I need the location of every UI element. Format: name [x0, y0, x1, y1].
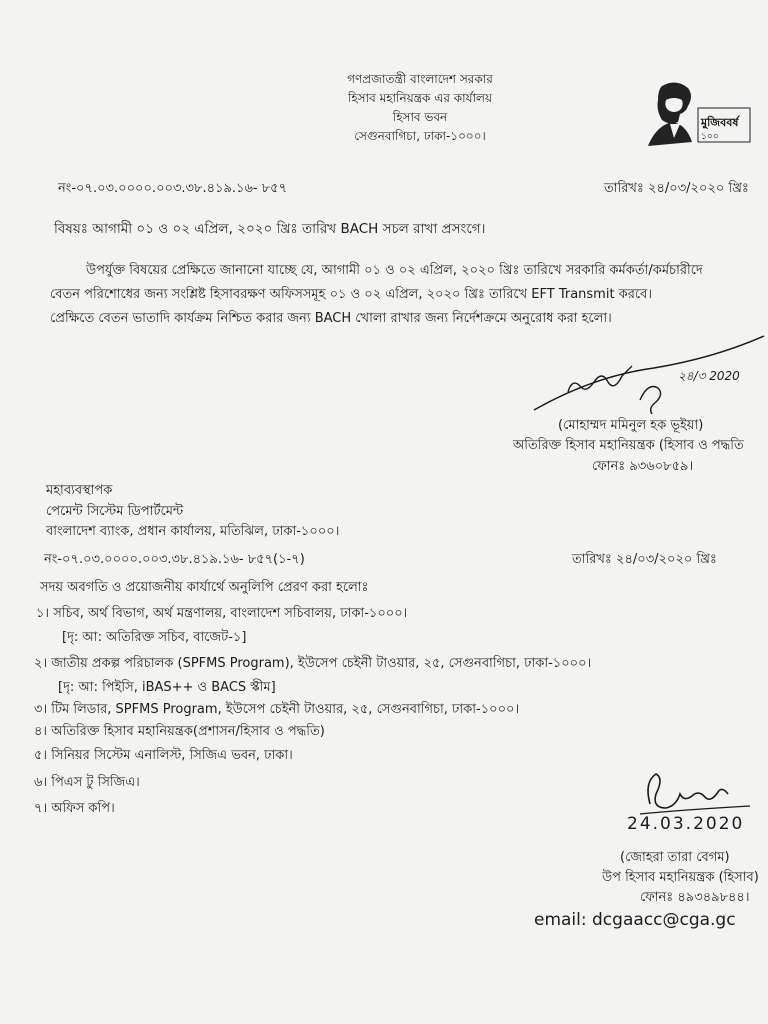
recipient-line-1: মহাব্যবস্থাপক	[46, 483, 113, 498]
copy-item-7: ৭। অফিস কপি।	[34, 801, 115, 816]
mujib-borsho-logo	[640, 78, 760, 150]
signature-1	[520, 328, 768, 428]
signatory-1-title: অতিরিক্ত হিসাব মহানিয়ন্ত্রক (হিসাব ও পদ্ধতি	[513, 438, 744, 453]
copy-item-4: ৪। অতিরিক্ত হিসাব মহানিয়ন্ত্রক(প্রশাসন/হিসাব ও পদ্ধতি)	[34, 724, 325, 739]
signatory-2-title: উপ হিসাব মহানিয়ন্ত্রক (হিসাব)	[602, 870, 759, 885]
signatory-2-email: email: dcgaacc@cga.gc	[534, 910, 736, 930]
copy-reference-number: নং-০৭.০৩.০০০০.০০৩.৩৮.৪১৯.১৬- ৮৫৭(১-৭)	[44, 552, 305, 567]
signatory-1-phone: ফোনঃ ৯৩৬০৮৫৯।	[592, 459, 694, 474]
reference-date: তারিখঃ ২৪/০৩/২০২০ খ্রিঃ	[604, 181, 749, 196]
reference-number: নং-০৭.০৩.০০০০.০০৩.৩৮.৪১৯.১৬- ৮৫৭	[58, 181, 288, 196]
copy-item-6: ৬। পিএস টু সিজিএ।	[34, 775, 140, 790]
copy-item-5: ৫। সিনিয়র সিস্টেম এনালিস্ট, সিজিএ ভবন, ঢাকা।	[34, 748, 293, 763]
copy-intro: সদয় অবগতি ও প্রয়োজনীয় কার্যার্থে অনুলিপি প্রেরণ করা হলোঃ	[40, 580, 369, 595]
copy-item-2-note: [দৃ: আ: পিইসি, iBAS++ ও BACS স্কীম]	[58, 680, 276, 695]
recipient-line-2: পেমেন্ট সিস্টেম ডিপার্টমেন্ট	[46, 504, 184, 519]
copy-item-1: ১। সচিব, অর্থ বিভাগ, অর্থ মন্ত্রণালয়, বাংলাদেশ সচিবালয়, ঢাকা-১০০০।	[36, 606, 408, 621]
signature-2	[632, 770, 768, 820]
body-line-1: উপর্যুক্ত বিষয়ের প্রেক্ষিতে জানানো যাচ্ছে যে, আগামী ০১ ও ০২ এপ্রিল, ২০২০ খ্রিঃ তারিখে সরকারি কর্মকর্তা/কর্মচারীদে	[86, 263, 703, 278]
svg-text:১০০: ১০০	[701, 132, 719, 142]
svg-text:মুজিববর্ষ: মুজিববর্ষ	[701, 116, 739, 129]
copy-item-1-note: [দৃ: আ: অতিরিক্ত সচিব, বাজেট-১]	[62, 630, 247, 645]
signatory-2-name: (জোহরা তারা বেগম)	[620, 850, 730, 865]
signatory-1-name: (মোহাম্মদ মমিনুল হক ভূইয়া)	[558, 418, 704, 433]
signature-2-date: 24.03.2020	[627, 814, 745, 834]
body-line-2: বেতন পরিশোধের জন্য সংশ্লিষ্ট হিসাবরক্ষণ অফিসসমূহ ০১ ও ০২ এপ্রিল, ২০২০ খ্রিঃ তারিখে EFT Transmit করবে।	[50, 287, 653, 302]
header-line-3: হিসাব ভবন	[392, 110, 448, 124]
copy-item-3: ৩। টিম লিডার, SPFMS Program, ইউসেপ চেইনী টাওয়ার, ২৫, সেগুনবাগিচা, ঢাকা-১০০০।	[34, 702, 520, 717]
copy-item-2: ২। জাতীয় প্রকল্প পরিচালক (SPFMS Program), ইউসেপ চেইনী টাওয়ার, ২৫, সেগুনবাগিচা, ঢাকা-১০০০।	[34, 656, 592, 671]
header-line-2: হিসাব মহানিয়ন্ত্রক এর কার্যালয়	[347, 91, 493, 105]
recipient-line-3: বাংলাদেশ ব্যাংক, প্রধান কার্যালয়, মতিঝিল, ঢাকা-১০০০।	[46, 524, 340, 539]
header-line-1: গণপ্রজাতন্ত্রী বাংলাদেশ সরকার	[347, 72, 493, 86]
signature-1-date: ২৪/৩ 2020	[678, 369, 740, 383]
body-line-3: প্রেক্ষিতে বেতন ভাতাদি কার্যক্রম নিশ্চিত করার জন্য BACH খোলা রাখার জন্য নির্দেশক্রমে অনুরোধ করা হলো।	[50, 311, 612, 326]
signatory-2-phone: ফোনঃ ৪৯৩৪৯৮৪৪।	[640, 890, 750, 905]
subject-line: বিষয়ঃ আগামী ০১ ও ০২ এপ্রিল, ২০২০ খ্রিঃ তারিখ BACH সচল রাখা প্রসংগে।	[54, 221, 486, 237]
header-line-4: সেগুনবাগিচা, ঢাকা-১০০০।	[354, 129, 486, 143]
copy-reference-date: তারিখঃ ২৪/০৩/২০২০ খ্রিঃ	[572, 552, 717, 567]
